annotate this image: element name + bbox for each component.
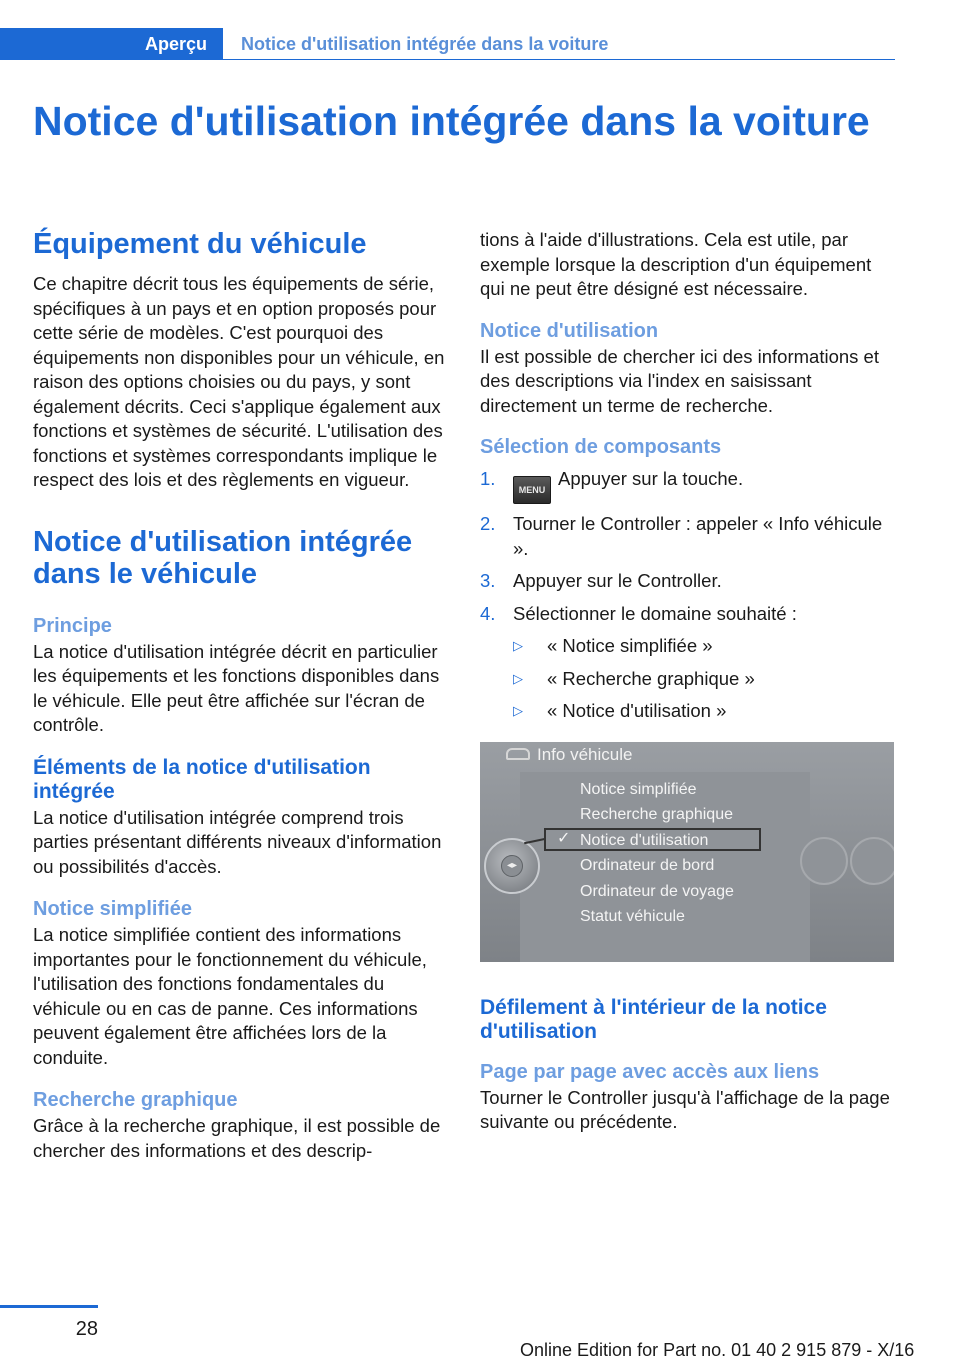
list-item bbox=[480, 467, 896, 504]
graphic-search-text: Grâce à la recherche graphique, il est possible de chercher des informations et des descrip- bbox=[33, 1115, 441, 1161]
manual-heading: Notice d'utilisation bbox=[480, 319, 659, 342]
page-by-page-heading: Page par page avec accès aux liens bbox=[480, 1060, 820, 1083]
header-section-label: Aperçu bbox=[144, 34, 207, 54]
step-text: Tourner le Controller : appeler « Info véhicule ». bbox=[513, 513, 883, 559]
header-chapter-label: Notice d'utilisation intégrée dans la voiture bbox=[241, 34, 609, 54]
manual-text: Il est possible de chercher ici des informations et des descriptions via l'index en saisissant directement un terme de recherche. bbox=[480, 345, 879, 416]
elements-text: La notice d'utilisation intégrée comprend trois parties présentant différents niveaux d'information ou possibilités d'accès. bbox=[33, 806, 442, 877]
integrated-manual-heading: Notice d'utilisation intégrée dans le véhicule bbox=[33, 525, 413, 590]
option-text: « Recherche graphique » bbox=[547, 667, 755, 689]
triangle-bullet-icon: ▷ bbox=[513, 670, 523, 686]
footer-edition: Online Edition for Part no. 01 40 2 915 879 - X/16 bbox=[520, 1340, 915, 1360]
principle-heading: Principe bbox=[33, 614, 112, 637]
domain-options-list bbox=[480, 634, 896, 724]
triangle-bullet-icon: ▷ bbox=[513, 703, 523, 718]
side-panel-icon bbox=[850, 837, 894, 885]
controller-knob-icon bbox=[484, 838, 540, 894]
screen-menu-item: Notice simplifiée bbox=[580, 780, 697, 798]
screen-menu-item-selected: Notice d'utilisation bbox=[580, 831, 709, 849]
simplified-text: La notice simplifiée contient des informations importantes pour le fonctionnement du véhicule, l'utilisation des fonctions fondamentales du véhicule ou en cas de panne. Ces informations peuvent également être affichées lors de la conduite. bbox=[33, 924, 427, 1068]
screen-menu-list bbox=[580, 777, 734, 931]
list-item bbox=[480, 569, 896, 594]
footer-rule bbox=[0, 1305, 98, 1308]
step-text: Appuyer sur le Controller. bbox=[513, 570, 722, 591]
right-column bbox=[480, 228, 896, 1135]
screen-title: Info véhicule bbox=[537, 744, 633, 764]
triangle-bullet-icon: ▷ bbox=[513, 638, 523, 653]
check-icon: ✓ bbox=[557, 829, 571, 847]
simplified-heading: Notice simplifiée bbox=[33, 898, 192, 920]
steps-list bbox=[480, 467, 896, 626]
selection-heading: Sélection de composants bbox=[480, 436, 722, 458]
list-item bbox=[480, 512, 896, 561]
screen-menu-item: Statut véhicule bbox=[580, 908, 685, 926]
list-item bbox=[513, 634, 896, 659]
header-rule bbox=[223, 59, 895, 60]
step-text: Sélectionner le domaine souhaité : bbox=[513, 602, 797, 624]
side-panel-icon bbox=[800, 837, 848, 885]
vehicle-info-screen-image bbox=[480, 742, 894, 962]
option-text: « Notice d'utilisation » bbox=[547, 700, 727, 721]
option-text: « Notice simplifiée » bbox=[547, 635, 713, 656]
step-number: 4. bbox=[480, 602, 496, 624]
equipment-heading: Équipement du véhicule bbox=[33, 228, 367, 260]
page-title: Notice d'utilisation intégrée dans la voiture bbox=[33, 98, 870, 144]
list-item bbox=[480, 602, 896, 627]
screen-menu-item: Ordinateur de bord bbox=[580, 857, 715, 875]
continued-text: tions à l'aide d'illustrations. Cela est utile, par exemple lorsque la description d'un équipement qui ne peut être désigné est nécessaire. bbox=[480, 229, 872, 299]
screen-menu-item: Recherche graphique bbox=[580, 806, 733, 824]
step-number: 3. bbox=[480, 570, 496, 591]
car-icon bbox=[506, 748, 530, 760]
scrolling-heading: Défilement à l'intérieur de la notice d'utilisation bbox=[480, 995, 827, 1043]
screen-menu-item: Ordinateur de voyage bbox=[580, 882, 734, 900]
page-number: 28 bbox=[75, 1318, 98, 1340]
principle-text: La notice d'utilisation intégrée décrit en particulier les équipements et les fonctions disponibles dans le véhicule. Elle peut être affichée sur l'écran de contrôle. bbox=[33, 640, 440, 735]
elements-heading: Éléments de la notice d'utilisation intégrée bbox=[33, 755, 371, 803]
list-item bbox=[513, 667, 896, 692]
menu-button-icon: MENU bbox=[513, 476, 551, 504]
step-number: 2. bbox=[480, 513, 496, 534]
list-item bbox=[513, 699, 896, 724]
controller-arrows-icon: ◂▸ bbox=[501, 855, 523, 877]
step-number: 1. bbox=[480, 468, 496, 489]
page-by-page-text: Tourner le Controller jusqu'à l'affichage de la page suivante ou précédente. bbox=[480, 1086, 890, 1132]
graphic-search-heading: Recherche graphique bbox=[33, 1089, 238, 1111]
equipment-text: Ce chapitre décrit tous les équipements de série, spécifiques à un pays et en option proposés pour cette série de modèles. C'est pourquoi des équipements non disponibles pour un véhicule, en raison des options choisies ou du pays, y sont également décrits. Ceci s'applique également aux fonctions et systèmes de sécurité. L'utilisation des fonctions et systèmes correspondants implique le respect des lois et des règlements en vigueur. bbox=[33, 273, 445, 490]
left-column bbox=[33, 228, 449, 1163]
step-text: Appuyer sur la touche. bbox=[558, 468, 744, 489]
